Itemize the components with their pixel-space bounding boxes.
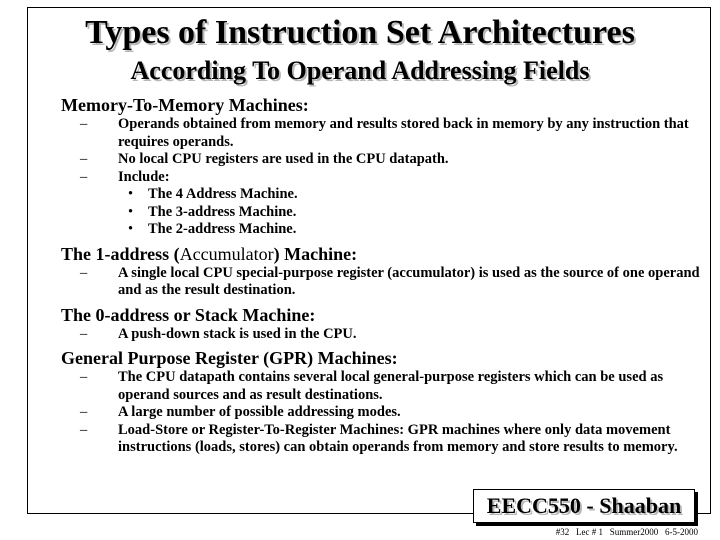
slide-title: Types of Instruction Set Architectures	[85, 14, 635, 51]
sub-bullet-item	[118, 204, 700, 222]
bullet-item	[60, 326, 700, 344]
section-stack	[60, 304, 700, 344]
bullet-text: The CPU datapath contains several local general-purpose registers which can be used as operand sources and as result destinations.	[118, 369, 664, 403]
bullet-list	[60, 369, 700, 457]
bullet-list	[60, 265, 700, 300]
bullet-text: Load-Store or Register-To-Register Machines: GPR machines where only data movement instructions (loads, stores) can obtain operands from memory and store results to memory.	[118, 421, 678, 455]
sub-bullet-item	[118, 186, 700, 204]
heading-part: ) Machine:	[273, 243, 358, 264]
bullet-text: No local CPU registers are used in the CPU datapath.	[118, 151, 449, 167]
bullet-text: A large number of possible addressing modes.	[118, 404, 401, 420]
bullet-item	[60, 116, 700, 151]
dash-bullet-icon: –	[80, 151, 88, 167]
dash-bullet-icon: –	[80, 421, 88, 438]
dash-bullet-icon: –	[80, 168, 88, 185]
dash-bullet-icon: –	[80, 369, 88, 385]
bullet-list	[60, 326, 700, 344]
dot-bullet-icon: •	[128, 203, 134, 220]
bullet-item	[60, 369, 700, 404]
sub-bullet-list	[118, 186, 700, 239]
section-heading: Memory-To-Memory Machines:	[61, 95, 309, 115]
section-memory-to-memory	[60, 94, 700, 239]
bullet-text: A single local CPU special-purpose register (accumulator) is used as the source of one operand and as the result destination.	[118, 264, 700, 298]
sub-bullet-text: The 2-address Machine.	[148, 221, 297, 237]
heading-accumulator-term: Accumulator	[179, 243, 274, 264]
bullet-list	[60, 116, 700, 239]
sub-bullet-text: The 4 Address Machine.	[148, 186, 298, 202]
dash-bullet-icon: –	[80, 116, 88, 132]
bullet-item	[60, 169, 700, 239]
slide-content	[60, 94, 700, 461]
bullet-text: A push-down stack is used in the CPU.	[118, 325, 357, 342]
section-heading: General Purpose Register (GPR) Machines:	[61, 348, 398, 368]
bullet-item	[60, 151, 700, 169]
course-badge: EECC550 - Shaaban	[473, 489, 695, 523]
section-heading	[60, 243, 700, 265]
bullet-item	[60, 265, 700, 300]
dot-bullet-icon: •	[128, 221, 134, 237]
heading-part: The 1-address (	[61, 243, 180, 264]
bullet-text: Include:	[118, 168, 170, 185]
sub-bullet-item	[118, 221, 700, 239]
dash-bullet-icon: –	[80, 325, 88, 342]
dash-bullet-icon: –	[80, 264, 88, 281]
section-gpr	[60, 347, 700, 457]
slide-subtitle: According To Operand Addressing Fields	[130, 56, 590, 85]
bullet-item	[60, 422, 700, 457]
dot-bullet-icon: •	[128, 186, 134, 202]
slide-footer: #32 Lec # 1 Summer2000 6-5-2000	[555, 527, 698, 537]
section-accumulator	[60, 243, 700, 300]
sub-bullet-text: The 3-address Machine.	[148, 203, 297, 220]
dash-bullet-icon: –	[80, 404, 88, 420]
bullet-text: Operands obtained from memory and results stored back in memory by any instruction that requires operands.	[118, 116, 689, 150]
section-heading: The 0-address or Stack Machine:	[61, 304, 316, 325]
bullet-item	[60, 404, 700, 422]
